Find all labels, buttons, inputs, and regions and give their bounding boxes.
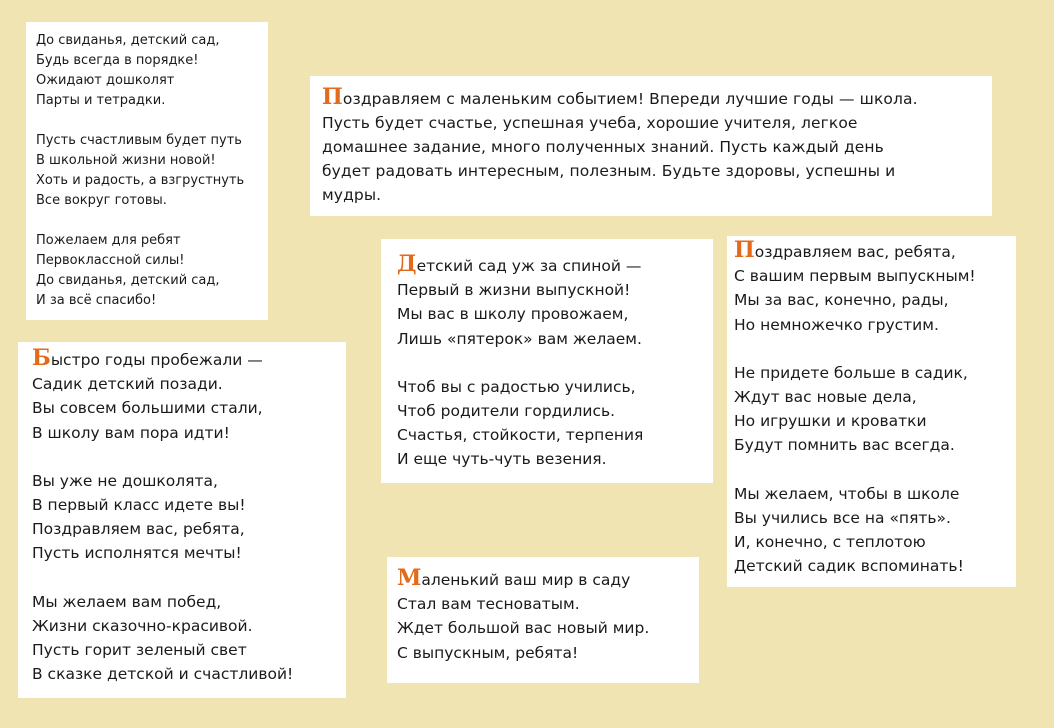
poem-line: [734, 433, 1010, 457]
poem-line: [397, 399, 703, 423]
poem-line-text: И, конечно, с теплотою: [734, 533, 926, 552]
poem-line-text: Мы за вас, конечно, рады,: [734, 291, 949, 310]
poem-line-text: Счастья, стойкости, терпения: [397, 426, 644, 445]
poem-line-text: Вы совсем большими стали,: [32, 399, 263, 418]
poem-line-text: Мы желаем, чтобы в школе: [734, 484, 960, 503]
poem-line-text: етский сад уж за спиной —: [416, 257, 642, 275]
poem-line-text: Стал вам тесноватым.: [397, 595, 580, 614]
poem-line: [734, 482, 1010, 506]
poem-line: [734, 313, 1010, 337]
poem-line: [36, 51, 258, 71]
poem-line: [397, 278, 703, 302]
poem-line-text: Но немножечко грустим.: [734, 315, 939, 334]
poem-line-text: Первый в жизни выпускной!: [397, 281, 631, 300]
poem-line-text: Все вокруг готовы.: [36, 193, 167, 208]
poem-line: [32, 517, 334, 541]
drop-cap-letter: Б: [32, 345, 51, 371]
stanza-gap: [32, 566, 334, 590]
poem-line: [397, 592, 691, 616]
poem-line-text: домашнее задание, много полученных знаний. Пусть каждый день: [322, 138, 884, 156]
stanza-gap: [32, 445, 334, 469]
poem-line: [322, 183, 980, 207]
poem-line-text: Детский садик вспоминать!: [734, 557, 964, 576]
stanza-gap: [36, 111, 258, 131]
poem-line: [32, 421, 334, 445]
poem-line: [734, 409, 1010, 433]
poem-line-text: оздравляем с маленьким событием! Впереди лучшие годы — школа.: [342, 90, 918, 108]
poem-line: [36, 31, 258, 51]
drop-cap-letter: Д: [397, 251, 417, 277]
poem-line: [36, 191, 258, 211]
poem-line: [397, 616, 691, 640]
poem-line-text: В сказке детской и счастливой!: [32, 665, 294, 684]
poem-line-text: С вашим первым выпускным!: [734, 267, 976, 286]
poem-line: [36, 231, 258, 251]
greeting-card-small-event: [310, 76, 992, 216]
poem-card-kindergarten-behind: [381, 239, 713, 483]
poem-line: [397, 641, 691, 665]
poem-line-text: Но игрушки и кроватки: [734, 412, 927, 431]
poem-line-text: ыстро годы пробежали —: [50, 351, 263, 369]
drop-cap-letter: М: [397, 565, 422, 591]
poem-line: [32, 493, 334, 517]
stanza-gap: [36, 211, 258, 231]
poem-line: [322, 159, 980, 183]
poem-line-text: Пусть будет счастье, успешная учеба, хорошие учителя, легкое: [322, 114, 858, 132]
poem-line: [734, 554, 1010, 578]
poem-line: [734, 238, 1010, 264]
poem-line-text: Жизни сказочно-красивой.: [32, 616, 253, 635]
poem-line: [397, 327, 703, 351]
poem-line: [734, 530, 1010, 554]
poem-line: [36, 171, 258, 191]
poem-line: [36, 91, 258, 111]
poem-line: [32, 346, 334, 372]
poem-line-text: оздравляем вас, ребята,: [754, 243, 956, 261]
poem-line-text: Мы вас в школу провожаем,: [397, 305, 629, 324]
poem-line: [397, 423, 703, 447]
poem-line: [397, 566, 691, 592]
poem-line-text: До свиданья, детский сад,: [36, 33, 220, 48]
poem-line-text: В школьной жизни новой!: [36, 153, 216, 168]
poem-line-text: Чтоб родители гордились.: [397, 402, 616, 421]
poem-card-years-flew-by: [18, 342, 346, 698]
poem-line-text: Хоть и радость, а взгрустнуть: [36, 173, 245, 188]
poem-line: [397, 447, 703, 471]
poem-line-text: Чтоб вы с радостью учились,: [397, 377, 636, 396]
poem-line-text: Пусть счастливым будет путь: [36, 133, 242, 148]
poem-line: [397, 375, 703, 399]
poem-line: [322, 135, 980, 159]
poem-line-text: Вы учились все на «пять».: [734, 508, 951, 527]
poem-line-text: Будут помнить вас всегда.: [734, 436, 955, 455]
poem-line: [32, 396, 334, 420]
poem-line: [734, 385, 1010, 409]
poem-line: [36, 71, 258, 91]
poem-line-text: Будь всегда в порядке!: [36, 53, 199, 68]
poem-line-text: С выпускным, ребята!: [397, 643, 579, 662]
poem-line-text: будет радовать интересным, полезным. Будьте здоровы, успешны и: [322, 162, 896, 180]
poem-line-text: Первоклассной силы!: [36, 253, 185, 268]
poem-line-text: В школу вам пора идти!: [32, 423, 230, 442]
poem-line-text: Ждут вас новые дела,: [734, 388, 917, 407]
poem-line: [32, 638, 334, 662]
poem-line-text: Не придете больше в садик,: [734, 363, 968, 382]
poem-line: [32, 372, 334, 396]
poem-line: [32, 614, 334, 638]
poem-line: [36, 151, 258, 171]
poem-line: [734, 361, 1010, 385]
poem-line-text: До свиданья, детский сад,: [36, 273, 220, 288]
poem-line-text: И за всё спасибо!: [36, 293, 157, 308]
poem-line: [397, 302, 703, 326]
poem-line: [36, 251, 258, 271]
poem-line: [32, 469, 334, 493]
poem-line-text: Садик детский позади.: [32, 375, 223, 394]
stanza-gap: [734, 458, 1010, 482]
poem-line-text: Ожидают дошколят: [36, 73, 175, 88]
poem-line-text: Поздравляем вас, ребята,: [32, 520, 245, 539]
poem-line-text: В первый класс идете вы!: [32, 496, 246, 515]
poem-line: [32, 590, 334, 614]
poem-line: [322, 111, 980, 135]
poem-line-text: Лишь «пятерок» вам желаем.: [397, 329, 642, 348]
poem-card-your-little-world: [387, 557, 699, 683]
poem-line: [36, 131, 258, 151]
poem-line-text: Мы желаем вам побед,: [32, 592, 222, 611]
poem-card-goodbye-kindergarten: [26, 22, 268, 320]
poem-line-text: Ждет большой вас новый мир.: [397, 619, 650, 638]
poem-line-text: аленький ваш мир в саду: [421, 571, 631, 589]
poem-card-congratulations-kids: [727, 236, 1016, 587]
stanza-gap: [397, 351, 703, 375]
poem-line: [734, 288, 1010, 312]
poem-line-text: Парты и тетрадки.: [36, 93, 166, 108]
drop-cap-letter: П: [322, 84, 343, 110]
poem-line: [32, 662, 334, 686]
poem-line-text: И еще чуть-чуть везения.: [397, 450, 607, 469]
drop-cap-letter: П: [734, 237, 755, 263]
poem-line-text: мудры.: [322, 186, 382, 204]
poem-line: [32, 541, 334, 565]
poem-line-text: Пусть исполнятся мечты!: [32, 544, 242, 563]
poem-line: [397, 252, 703, 278]
stanza-gap: [734, 337, 1010, 361]
poem-line: [734, 264, 1010, 288]
poem-line-text: Пусть горит зеленый свет: [32, 641, 247, 660]
poem-line: [734, 506, 1010, 530]
poem-line-text: Вы уже не дошколята,: [32, 471, 218, 490]
poem-line: [322, 85, 980, 111]
poem-line: [36, 291, 258, 311]
poem-line: [36, 271, 258, 291]
poem-line-text: Пожелаем для ребят: [36, 233, 181, 248]
